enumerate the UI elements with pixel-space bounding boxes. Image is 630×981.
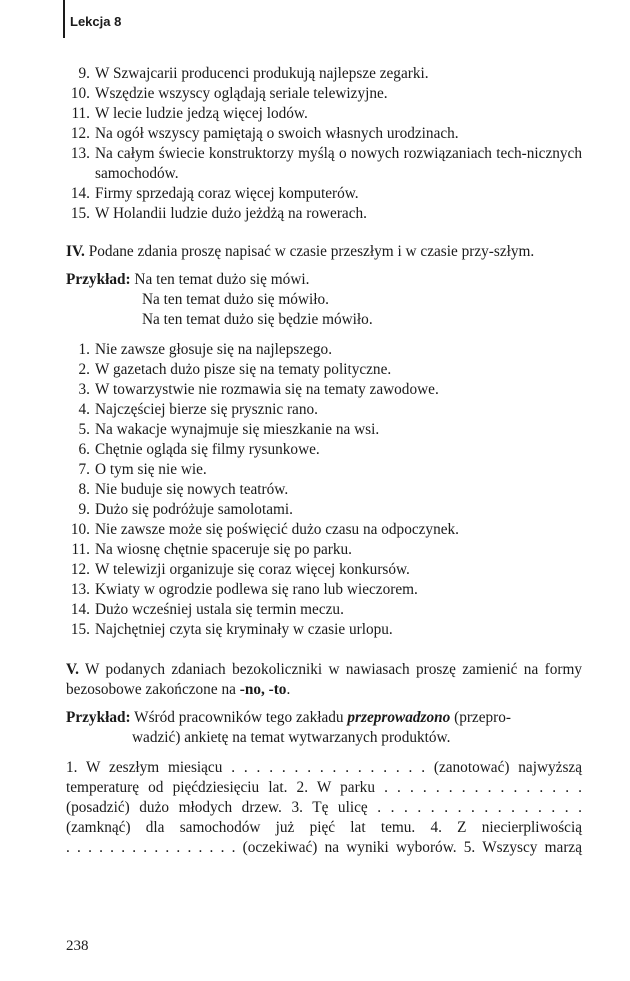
exercise-list-part2: [66, 340, 582, 640]
list-item: 11. W lecie ludzie jedzą więcej lodów.: [71, 105, 308, 122]
list-item: 15. W Holandii ludzie dużo jeżdżą na rowerach.: [70, 205, 367, 222]
example-block-v: Przykład: Wśród pracowników tego zakładu przeprowadzono (przepro- wadzić) ankietę na temat wytwarzanych produktów.: [66, 708, 582, 748]
instruction-text: W podanych zdaniach bezokoliczniki w nawiasach proszę zamienić na formy bezosobowe zakończone na: [66, 661, 582, 698]
example-block-iv: [66, 270, 582, 330]
list-item: 10. Nie zawsze może się poświęcić dużo czasu na odpoczynek.: [70, 521, 459, 538]
section-iv-instruction: [66, 242, 582, 262]
example-line: Na ten temat dużo się mówi.: [134, 271, 310, 288]
header-rule: [63, 0, 65, 38]
list-item: 12. Na ogół wszyscy pamiętają o swoich własnych urodzinach.: [70, 125, 459, 142]
example-label: Przykład:: [66, 271, 131, 288]
lesson-label: Lekcja 8: [70, 14, 122, 29]
list-item: 11. Na wiosnę chętnie spaceruje się po parku.: [71, 541, 352, 558]
section-number: IV.: [66, 243, 85, 260]
list-item: 4. Najczęściej bierze się prysznic rano.: [78, 401, 318, 418]
fill-line: temperaturę od pięćdziesięciu lat. 2. W parku . . . . . . . . . . . . . . . .: [66, 779, 582, 796]
fill-line: (zamknąć) dla samochodów już pięć lat temu. 4. Z niecierpliwością: [66, 819, 582, 836]
instruction-text: Podane zdania proszę napisać w czasie przeszłym i w czasie przy-szłym.: [88, 243, 535, 260]
fill-line: . . . . . . . . . . . . . . . . (oczekiwać) na wyniki wyborów. 5. Wszyscy marzą: [66, 839, 582, 856]
exercise-list-part1: [66, 64, 582, 224]
example-continuation: wadzić) ankietę na temat wytwarzanych produktów.: [132, 729, 451, 746]
page-content: [66, 64, 582, 858]
example-label: Przykład:: [66, 709, 131, 726]
list-item: 9. W Szwajcarii producenci produkują najlepsze zegarki.: [78, 65, 429, 82]
list-item: 13. Kwiaty w ogrodzie podlewa się rano lub wieczorem.: [70, 581, 418, 598]
section-number: V.: [66, 661, 79, 678]
list-item: 12. W telewizji organizuje się coraz więcej konkursów.: [70, 561, 410, 578]
fill-line: 1. W zeszłym miesiącu . . . . . . . . . . . . . . . . (zanotować) najwyższą: [66, 759, 582, 776]
page-number: 238: [66, 938, 89, 954]
list-item: 6. Chętnie ogląda się filmy rysunkowe.: [78, 441, 320, 458]
list-item: 3. W towarzystwie nie rozmawia się na tematy zawodowe.: [78, 381, 439, 398]
list-item: 1. Nie zawsze głosuje się na najlepszego.: [78, 341, 333, 358]
list-item: 5. Na wakacje wynajmuje się mieszkanie na wsi.: [78, 421, 380, 438]
list-item: 14. Firmy sprzedają coraz więcej komputerów.: [70, 185, 359, 202]
list-item: 7. O tym się nie wie.: [78, 461, 207, 478]
list-item: 13. Na całym świecie konstruktorzy myślą o nowych rozwiązaniach tech-nicznych samochodów.: [70, 145, 582, 182]
list-item: 14. Dużo wcześniej ustala się termin meczu.: [70, 601, 344, 618]
fill-in-exercise: [66, 758, 582, 858]
list-item: 2. W gazetach dużo pisze się na tematy polityczne.: [78, 361, 392, 378]
list-item: 9. Dużo się podróżuje samolotami.: [78, 501, 293, 518]
section-v-instruction: V. W podanych zdaniach bezokoliczniki w nawiasach proszę zamienić na formy bezosobowe zakończone na -no, -to.: [66, 661, 582, 698]
list-item: 10. Wszędzie wszyscy oglądają seriale telewizyjne.: [70, 85, 388, 102]
example-answer: przeprowadzono: [347, 709, 451, 726]
fill-line: (posadzić) dużo młodych drzew. 3. Tę ulicę . . . . . . . . . . . . . . . .: [66, 799, 582, 816]
suffix-text: -no, -to: [239, 681, 287, 698]
list-item: 15. Najchętniej czyta się kryminały w czasie urlopu.: [70, 621, 393, 638]
example-line: Na ten temat dużo się będzie mówiło.: [142, 311, 373, 328]
list-item: 8. Nie buduje się nowych teatrów.: [78, 481, 289, 498]
example-line: Na ten temat dużo się mówiło.: [142, 291, 329, 308]
